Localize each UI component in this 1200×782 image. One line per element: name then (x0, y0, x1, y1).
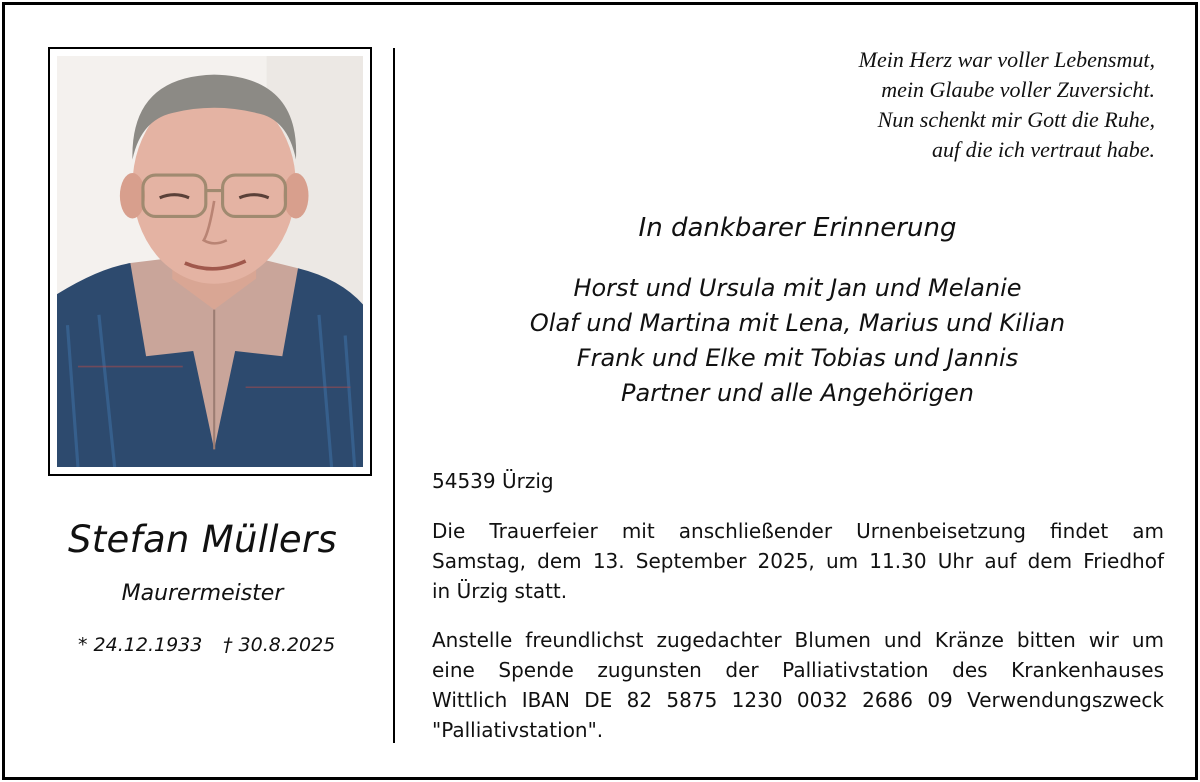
birth-date (78, 634, 202, 656)
donation-paragraph (432, 625, 1164, 745)
family-line: Horst und Ursula mit Jan und Melanie (573, 274, 1022, 302)
paragraph-line: in Ürzig statt. (432, 579, 568, 603)
obituary-card (2, 2, 1198, 780)
verse-line: auf die ich vertraut habe. (931, 137, 1155, 162)
deceased-name: Stefan Müllers (67, 518, 338, 561)
vertical-divider (393, 48, 395, 743)
paragraph-line: Anstelle freundlichst zugedachter Blumen und Kränze bitten wir um (432, 628, 1164, 652)
birth-date-value: 24.12.1933 (93, 634, 203, 656)
life-dates (78, 634, 348, 656)
verse-line: Nun schenkt mir Gott die Ruhe, (877, 107, 1155, 132)
death-date-value: 30.8.2025 (238, 634, 336, 656)
birth-symbol: * (78, 634, 88, 656)
death-date (223, 634, 335, 656)
deceased-profession: Maurermeister (121, 581, 284, 606)
paragraph-line: Die Trauerfeier mit anschließender Urnenbeisetzung findet am (432, 519, 1164, 543)
paragraph-line: "Palliativstation". (432, 718, 604, 742)
portrait-photo (57, 56, 363, 467)
family-line: Partner und alle Angehörigen (621, 379, 974, 407)
family-list (405, 271, 1190, 411)
paragraph-line: Samstag, dem 13. September 2025, um 11.30 Uhr auf dem Friedhof (432, 549, 1164, 573)
paragraph-line: Wittlich IBAN DE 82 5875 1230 0032 2686 09 Verwendungszweck (432, 688, 1164, 712)
family-line: Frank und Elke mit Tobias und Jannis (576, 344, 1019, 372)
memorial-heading: In dankbarer Erinnerung (638, 213, 957, 243)
location: 54539 Ürzig (432, 469, 554, 493)
paragraph-line: eine Spende zugunsten der Palliativstation des Krankenhauses (432, 658, 1164, 682)
verse-line: mein Glaube voller Zuversicht. (881, 77, 1155, 102)
photo-frame (48, 47, 372, 476)
funeral-info-paragraph (432, 516, 1164, 606)
verse (859, 45, 1155, 165)
verse-line: Mein Herz war voller Lebensmut, (858, 47, 1155, 72)
family-line: Olaf und Martina mit Lena, Marius und Kilian (529, 309, 1066, 337)
death-symbol: † (223, 634, 233, 656)
